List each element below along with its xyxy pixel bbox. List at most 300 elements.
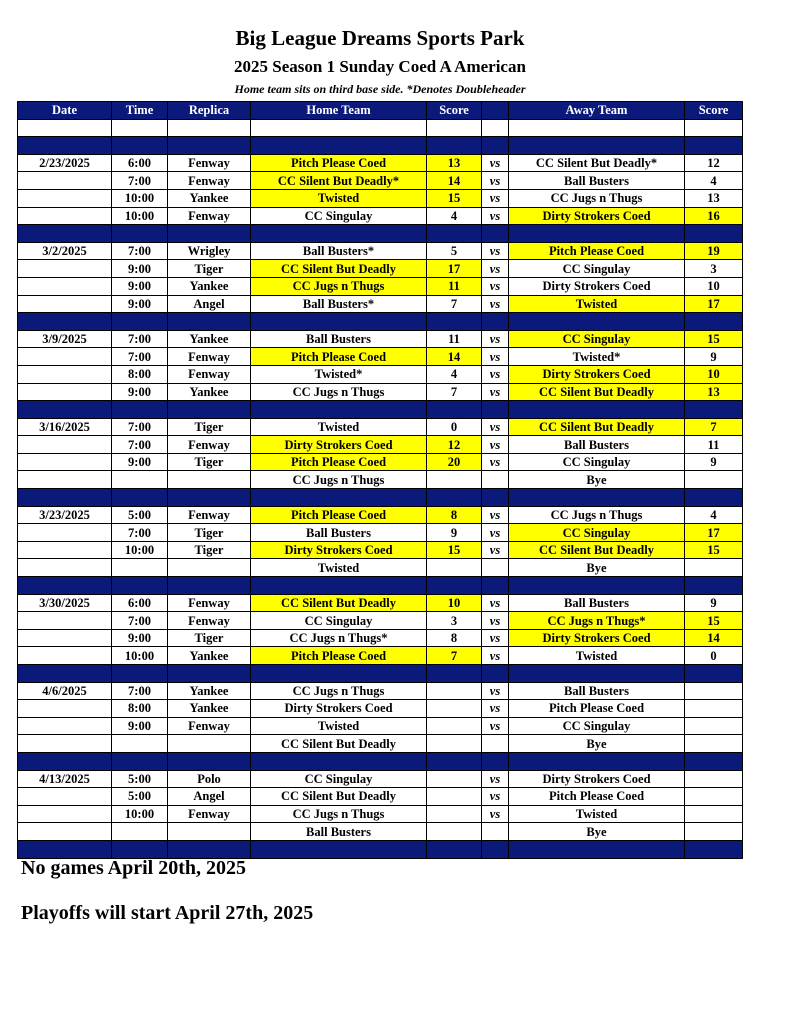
home-team-cell: Twisted*: [251, 365, 427, 383]
away-team-cell: Twisted*: [509, 348, 685, 366]
separator-cell: [482, 313, 509, 331]
home-score-cell: 7: [427, 295, 482, 313]
time-cell: 7:00: [112, 418, 168, 436]
date-cell: [18, 295, 112, 313]
replica-cell: Fenway: [168, 717, 251, 735]
replica-cell: [168, 735, 251, 753]
away-team-cell: Ball Busters: [509, 172, 685, 190]
table-row: [18, 629, 743, 647]
replica-cell: Yankee: [168, 682, 251, 700]
home-team-cell: CC Jugs n Thugs: [251, 682, 427, 700]
time-cell: 7:00: [112, 612, 168, 630]
time-cell: 9:00: [112, 277, 168, 295]
week-separator-row: [18, 665, 743, 683]
home-score-cell: [427, 805, 482, 823]
replica-cell: Tiger: [168, 453, 251, 471]
replica-cell: Fenway: [168, 612, 251, 630]
replica-cell: Yankee: [168, 647, 251, 665]
date-cell: [18, 383, 112, 401]
home-score-cell: 13: [427, 154, 482, 172]
blank-cell: [509, 119, 685, 137]
date-cell: 3/2/2025: [18, 242, 112, 260]
date-cell: 2/23/2025: [18, 154, 112, 172]
vs-cell: vs: [482, 436, 509, 454]
vs-cell: vs: [482, 453, 509, 471]
home-team-cell: CC Silent But Deadly: [251, 260, 427, 278]
date-cell: 3/30/2025: [18, 594, 112, 612]
date-cell: 3/16/2025: [18, 418, 112, 436]
vs-cell: vs: [482, 295, 509, 313]
home-score-cell: [427, 682, 482, 700]
week-separator-row: [18, 840, 743, 858]
time-cell: 10:00: [112, 805, 168, 823]
away-score-cell: 7: [685, 418, 743, 436]
blank-cell: [427, 119, 482, 137]
date-cell: [18, 788, 112, 806]
replica-cell: Tiger: [168, 629, 251, 647]
away-score-cell: 3: [685, 260, 743, 278]
col-header-away-score: Score: [685, 102, 743, 120]
table-row: [18, 383, 743, 401]
separator-cell: [168, 401, 251, 419]
separator-cell: [18, 137, 112, 155]
time-cell: [112, 735, 168, 753]
replica-cell: Angel: [168, 295, 251, 313]
home-score-cell: 7: [427, 383, 482, 401]
vs-cell: vs: [482, 506, 509, 524]
vs-cell: vs: [482, 242, 509, 260]
vs-cell: vs: [482, 594, 509, 612]
away-score-cell: 4: [685, 172, 743, 190]
date-cell: [18, 172, 112, 190]
home-score-cell: [427, 735, 482, 753]
away-team-cell: CC Singulay: [509, 717, 685, 735]
separator-cell: [509, 313, 685, 331]
vs-cell: vs: [482, 383, 509, 401]
home-score-cell: 17: [427, 260, 482, 278]
replica-cell: Fenway: [168, 506, 251, 524]
col-header-date: Date: [18, 102, 112, 120]
date-cell: 4/6/2025: [18, 682, 112, 700]
replica-cell: Fenway: [168, 348, 251, 366]
replica-cell: Fenway: [168, 594, 251, 612]
separator-cell: [112, 313, 168, 331]
blank-cell: [112, 119, 168, 137]
replica-cell: Tiger: [168, 418, 251, 436]
vs-cell: vs: [482, 541, 509, 559]
table-row: [18, 189, 743, 207]
separator-cell: [685, 313, 743, 331]
away-team-cell: Pitch Please Coed: [509, 700, 685, 718]
home-team-cell: CC Jugs n Thugs: [251, 471, 427, 489]
away-score-cell: 15: [685, 330, 743, 348]
separator-cell: [112, 401, 168, 419]
separator-cell: [685, 225, 743, 243]
separator-cell: [18, 489, 112, 507]
home-score-cell: 15: [427, 189, 482, 207]
replica-cell: Fenway: [168, 805, 251, 823]
date-cell: [18, 559, 112, 577]
home-score-cell: 14: [427, 172, 482, 190]
time-cell: 7:00: [112, 330, 168, 348]
vs-cell: [482, 471, 509, 489]
separator-cell: [112, 225, 168, 243]
home-score-cell: [427, 770, 482, 788]
time-cell: 10:00: [112, 189, 168, 207]
playoffs-note: Playoffs will start April 27th, 2025: [21, 902, 314, 924]
home-team-cell: Twisted: [251, 559, 427, 577]
col-header-away-team: Away Team: [509, 102, 685, 120]
away-score-cell: 12: [685, 154, 743, 172]
away-team-cell: CC Jugs n Thugs*: [509, 612, 685, 630]
table-row: [18, 541, 743, 559]
replica-cell: Fenway: [168, 207, 251, 225]
home-score-cell: 10: [427, 594, 482, 612]
home-score-cell: [427, 788, 482, 806]
replica-cell: Yankee: [168, 700, 251, 718]
table-row: [18, 700, 743, 718]
replica-cell: [168, 471, 251, 489]
time-cell: 9:00: [112, 383, 168, 401]
time-cell: 6:00: [112, 154, 168, 172]
away-score-cell: 9: [685, 453, 743, 471]
home-team-cell: Dirty Strokers Coed: [251, 436, 427, 454]
vs-cell: vs: [482, 805, 509, 823]
time-cell: 7:00: [112, 348, 168, 366]
home-team-cell: CC Singulay: [251, 770, 427, 788]
separator-cell: [112, 752, 168, 770]
separator-cell: [168, 137, 251, 155]
away-score-cell: 9: [685, 348, 743, 366]
separator-cell: [427, 665, 482, 683]
table-row: [18, 770, 743, 788]
away-score-cell: 16: [685, 207, 743, 225]
separator-cell: [251, 313, 427, 331]
blank-cell: [18, 119, 112, 137]
separator-cell: [112, 489, 168, 507]
time-cell: 8:00: [112, 365, 168, 383]
vs-cell: vs: [482, 277, 509, 295]
home-team-cell: Ball Busters: [251, 823, 427, 841]
vs-cell: vs: [482, 172, 509, 190]
replica-cell: Fenway: [168, 365, 251, 383]
vs-cell: vs: [482, 330, 509, 348]
date-cell: [18, 471, 112, 489]
vs-cell: vs: [482, 207, 509, 225]
away-score-cell: 4: [685, 506, 743, 524]
separator-cell: [509, 840, 685, 858]
home-team-cell: CC Jugs n Thugs: [251, 805, 427, 823]
separator-cell: [509, 665, 685, 683]
away-team-cell: Ball Busters: [509, 594, 685, 612]
away-team-cell: Ball Busters: [509, 682, 685, 700]
separator-cell: [18, 665, 112, 683]
home-score-cell: [427, 471, 482, 489]
week-separator-row: [18, 752, 743, 770]
table-row: [18, 436, 743, 454]
week-separator-row: [18, 137, 743, 155]
away-team-cell: CC Jugs n Thugs: [509, 189, 685, 207]
separator-cell: [168, 313, 251, 331]
away-score-cell: [685, 682, 743, 700]
separator-cell: [18, 313, 112, 331]
schedule-table: [17, 101, 743, 859]
time-cell: 5:00: [112, 506, 168, 524]
home-team-note: Home team sits on third base side. *Denotes Doubleheader: [234, 82, 526, 96]
replica-cell: [168, 559, 251, 577]
date-cell: [18, 189, 112, 207]
replica-cell: Yankee: [168, 330, 251, 348]
table-row: [18, 260, 743, 278]
col-header-vs: [482, 102, 509, 120]
home-team-cell: Pitch Please Coed: [251, 647, 427, 665]
separator-cell: [251, 225, 427, 243]
time-cell: 10:00: [112, 647, 168, 665]
separator-cell: [482, 401, 509, 419]
time-cell: 10:00: [112, 541, 168, 559]
away-score-cell: [685, 700, 743, 718]
away-score-cell: [685, 770, 743, 788]
separator-cell: [18, 225, 112, 243]
home-team-cell: Twisted: [251, 717, 427, 735]
week-separator-row: [18, 225, 743, 243]
date-cell: [18, 612, 112, 630]
home-team-cell: CC Jugs n Thugs: [251, 383, 427, 401]
replica-cell: Yankee: [168, 383, 251, 401]
week-separator-row: [18, 489, 743, 507]
home-team-cell: Dirty Strokers Coed: [251, 700, 427, 718]
separator-cell: [112, 665, 168, 683]
separator-cell: [168, 225, 251, 243]
blank-row: [18, 119, 743, 137]
table-row: [18, 735, 743, 753]
home-score-cell: [427, 700, 482, 718]
away-team-cell: CC Singulay: [509, 524, 685, 542]
away-score-cell: [685, 471, 743, 489]
table-row: [18, 823, 743, 841]
table-row: [18, 277, 743, 295]
table-row: [18, 418, 743, 436]
home-team-cell: Ball Busters: [251, 330, 427, 348]
away-score-cell: 13: [685, 189, 743, 207]
away-team-cell: Dirty Strokers Coed: [509, 770, 685, 788]
away-team-cell: Dirty Strokers Coed: [509, 277, 685, 295]
separator-cell: [251, 665, 427, 683]
away-score-cell: 11: [685, 436, 743, 454]
home-score-cell: [427, 559, 482, 577]
table-row: [18, 717, 743, 735]
home-team-cell: Dirty Strokers Coed: [251, 541, 427, 559]
time-cell: [112, 823, 168, 841]
home-team-cell: CC Singulay: [251, 612, 427, 630]
replica-cell: Tiger: [168, 260, 251, 278]
away-team-cell: Pitch Please Coed: [509, 788, 685, 806]
date-cell: [18, 717, 112, 735]
replica-cell: [168, 823, 251, 841]
table-row: [18, 559, 743, 577]
home-team-cell: Ball Busters: [251, 524, 427, 542]
date-cell: [18, 277, 112, 295]
separator-cell: [251, 840, 427, 858]
away-team-cell: CC Silent But Deadly: [509, 541, 685, 559]
table-row: [18, 330, 743, 348]
separator-cell: [427, 225, 482, 243]
away-score-cell: 19: [685, 242, 743, 260]
separator-cell: [427, 489, 482, 507]
time-cell: 9:00: [112, 629, 168, 647]
separator-cell: [112, 137, 168, 155]
home-score-cell: 0: [427, 418, 482, 436]
table-row: [18, 471, 743, 489]
separator-cell: [685, 577, 743, 595]
date-cell: [18, 823, 112, 841]
date-cell: [18, 436, 112, 454]
replica-cell: Fenway: [168, 172, 251, 190]
replica-cell: Yankee: [168, 277, 251, 295]
replica-cell: Fenway: [168, 154, 251, 172]
time-cell: 7:00: [112, 242, 168, 260]
home-score-cell: 3: [427, 612, 482, 630]
away-score-cell: [685, 788, 743, 806]
week-separator-row: [18, 313, 743, 331]
separator-cell: [168, 665, 251, 683]
date-cell: [18, 735, 112, 753]
time-cell: 9:00: [112, 260, 168, 278]
home-score-cell: [427, 717, 482, 735]
table-row: [18, 612, 743, 630]
table-row: [18, 172, 743, 190]
schedule-body: [18, 119, 743, 858]
separator-cell: [509, 137, 685, 155]
home-team-cell: Pitch Please Coed: [251, 154, 427, 172]
away-team-cell: Bye: [509, 735, 685, 753]
vs-cell: vs: [482, 647, 509, 665]
date-cell: [18, 805, 112, 823]
separator-cell: [251, 137, 427, 155]
replica-cell: Wrigley: [168, 242, 251, 260]
separator-cell: [427, 137, 482, 155]
time-cell: 5:00: [112, 770, 168, 788]
replica-cell: Tiger: [168, 541, 251, 559]
separator-cell: [685, 752, 743, 770]
home-team-cell: Twisted: [251, 418, 427, 436]
away-team-cell: Bye: [509, 471, 685, 489]
home-score-cell: 5: [427, 242, 482, 260]
vs-cell: vs: [482, 717, 509, 735]
date-cell: [18, 629, 112, 647]
blank-cell: [168, 119, 251, 137]
time-cell: 10:00: [112, 207, 168, 225]
vs-cell: vs: [482, 154, 509, 172]
home-score-cell: [427, 823, 482, 841]
date-cell: [18, 647, 112, 665]
date-cell: [18, 700, 112, 718]
col-header-home-score: Score: [427, 102, 482, 120]
separator-cell: [18, 752, 112, 770]
date-cell: 3/23/2025: [18, 506, 112, 524]
separator-cell: [509, 577, 685, 595]
separator-cell: [18, 840, 112, 858]
time-cell: 6:00: [112, 594, 168, 612]
away-team-cell: Dirty Strokers Coed: [509, 365, 685, 383]
vs-cell: [482, 559, 509, 577]
away-score-cell: [685, 735, 743, 753]
home-team-cell: Pitch Please Coed: [251, 348, 427, 366]
separator-cell: [427, 840, 482, 858]
away-team-cell: Twisted: [509, 805, 685, 823]
away-team-cell: Pitch Please Coed: [509, 242, 685, 260]
home-team-cell: CC Silent But Deadly: [251, 594, 427, 612]
time-cell: 5:00: [112, 788, 168, 806]
date-cell: [18, 541, 112, 559]
table-row: [18, 506, 743, 524]
vs-cell: vs: [482, 700, 509, 718]
separator-cell: [482, 665, 509, 683]
home-team-cell: Ball Busters*: [251, 242, 427, 260]
vs-cell: vs: [482, 682, 509, 700]
away-score-cell: 13: [685, 383, 743, 401]
replica-cell: Tiger: [168, 524, 251, 542]
home-score-cell: 11: [427, 330, 482, 348]
table-header-row: [18, 102, 743, 120]
separator-cell: [482, 577, 509, 595]
time-cell: [112, 471, 168, 489]
col-header-home-team: Home Team: [251, 102, 427, 120]
date-cell: 3/9/2025: [18, 330, 112, 348]
vs-cell: vs: [482, 788, 509, 806]
separator-cell: [482, 137, 509, 155]
table-row: [18, 154, 743, 172]
separator-cell: [112, 577, 168, 595]
table-row: [18, 788, 743, 806]
separator-cell: [509, 225, 685, 243]
vs-cell: [482, 823, 509, 841]
time-cell: 9:00: [112, 453, 168, 471]
date-cell: 4/13/2025: [18, 770, 112, 788]
replica-cell: Angel: [168, 788, 251, 806]
col-header-time: Time: [112, 102, 168, 120]
away-team-cell: CC Silent But Deadly*: [509, 154, 685, 172]
away-team-cell: Twisted: [509, 295, 685, 313]
separator-cell: [112, 840, 168, 858]
date-cell: [18, 260, 112, 278]
table-row: [18, 365, 743, 383]
vs-cell: vs: [482, 260, 509, 278]
away-team-cell: CC Singulay: [509, 330, 685, 348]
away-team-cell: CC Silent But Deadly: [509, 383, 685, 401]
home-team-cell: CC Silent But Deadly: [251, 788, 427, 806]
home-score-cell: 9: [427, 524, 482, 542]
home-team-cell: CC Silent But Deadly*: [251, 172, 427, 190]
table-row: [18, 207, 743, 225]
away-score-cell: [685, 559, 743, 577]
away-score-cell: 10: [685, 277, 743, 295]
home-team-cell: CC Jugs n Thugs: [251, 277, 427, 295]
separator-cell: [685, 489, 743, 507]
blank-cell: [685, 119, 743, 137]
home-score-cell: 20: [427, 453, 482, 471]
away-score-cell: 17: [685, 524, 743, 542]
separator-cell: [509, 401, 685, 419]
replica-cell: Yankee: [168, 189, 251, 207]
separator-cell: [251, 401, 427, 419]
vs-cell: vs: [482, 524, 509, 542]
separator-cell: [18, 401, 112, 419]
away-score-cell: [685, 805, 743, 823]
table-row: [18, 242, 743, 260]
season-subtitle: 2025 Season 1 Sunday Coed A American: [234, 57, 526, 76]
away-score-cell: 9: [685, 594, 743, 612]
